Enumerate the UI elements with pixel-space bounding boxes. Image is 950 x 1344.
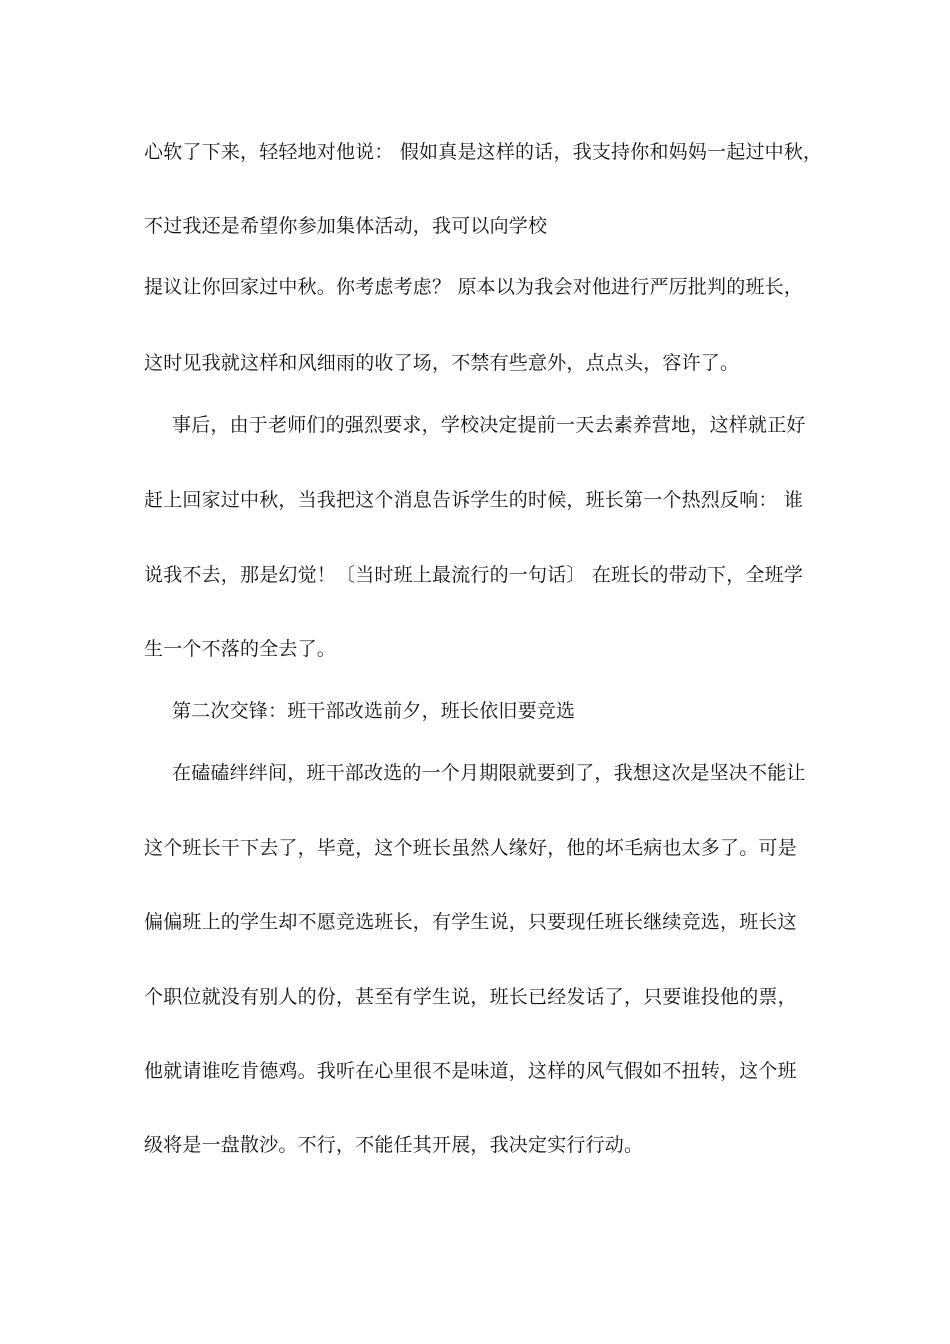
text-line-7: 说我不去，那是幻觉！〔当时班上最流行的一句话〕 在班长的带动下，全班学 <box>144 564 804 586</box>
paragraph-start-line-10: 在磕磕绊绊间，班干部改选的一个月期限就要到了，我想这次是坚决不能让 <box>172 762 806 784</box>
text-line-12: 偏偏班上的学生却不愿竞选班长，有学生说，只要现任班长继续竞选，班长这 <box>144 911 797 933</box>
text-line-13: 个职位就没有别人的份，甚至有学生说，班长已经发话了，只要谁投他的票， <box>144 986 797 1008</box>
text-line-4: 这时见我就这样和风细雨的收了场，不禁有些意外，点点头，容许了。 <box>144 352 740 374</box>
paragraph-start-line-5: 事后，由于老师们的强烈要求，学校决定提前一天去素养营地，这样就正好 <box>172 414 806 436</box>
text-line-11: 这个班长干下去了，毕竟，这个班长虽然人缘好，他的坏毛病也太多了。可是 <box>144 837 797 859</box>
text-line-6: 赶上回家过中秋，当我把这个消息告诉学生的时候，班长第一个热烈反响： 谁 <box>144 489 804 511</box>
text-line-14: 他就请谁吃肯德鸡。我听在心里很不是味道，这样的风气假如不扭转，这个班 <box>144 1060 797 1082</box>
section-heading: 第二次交锋：班干部改选前夕，班长依旧要竞选 <box>172 700 576 722</box>
text-line-15: 级将是一盘散沙。不行，不能任其开展，我决定实行行动。 <box>144 1134 644 1156</box>
text-line-3: 提议让你回家过中秋。你考虑考虑？ 原本以为我会对他进行严厉批判的班长， <box>144 276 804 298</box>
text-line-2: 不过我还是希望你参加集体活动，我可以向学校 <box>144 215 548 237</box>
text-line-1: 心软了下来，轻轻地对他说： 假如真是这样的话，我支持你和妈妈一起过中秋， <box>144 141 823 163</box>
text-line-8: 生一个不落的全去了。 <box>144 638 337 660</box>
